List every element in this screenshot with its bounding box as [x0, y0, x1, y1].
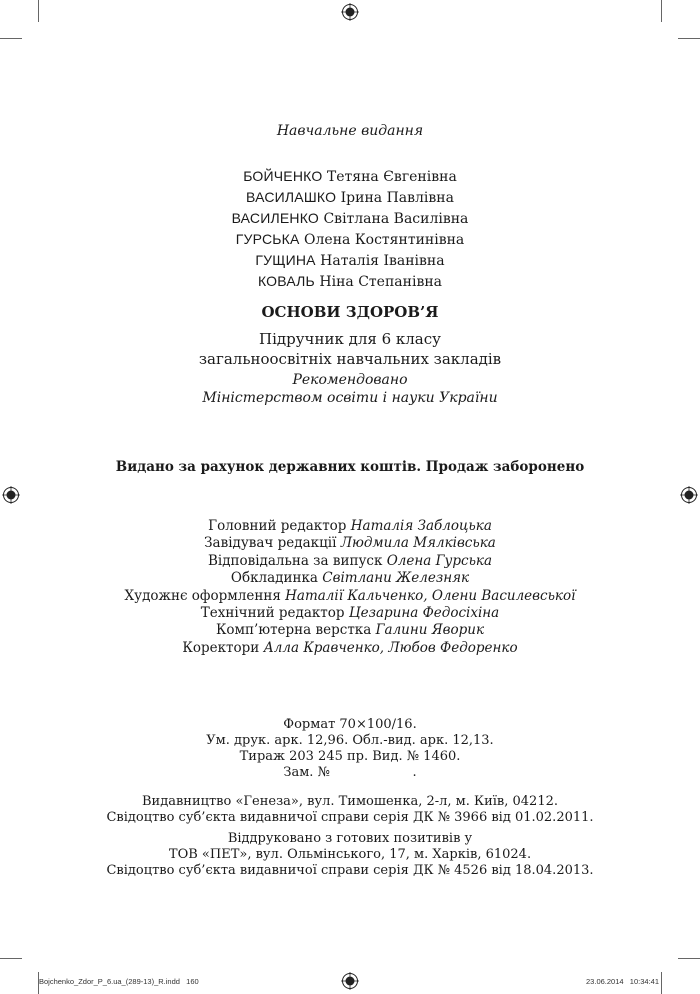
credit-name: Людмила Мялківська [340, 535, 496, 552]
book-title: ОСНОВИ ЗДОРОВ’Я [261, 303, 439, 321]
credit-name: Наталія Заблоцька [350, 518, 492, 534]
author-given-name: Ірина Павлівна [340, 190, 454, 206]
credit-name: Олена Гурська [386, 552, 493, 569]
credit-line [100, 640, 600, 657]
authors-list [130, 166, 570, 292]
author-surname: КОВАЛЬ [257, 273, 315, 289]
publisher-line: Свідоцтво суб’єкта видавничої справи серія ДК № 3966 від 01.02.2011. [106, 810, 594, 825]
credit-name: Алла Кравченко, Любов Федоренко [263, 639, 518, 656]
registration-mark-top-icon [341, 3, 359, 21]
credit-role: Головний редактор [208, 518, 347, 534]
author-surname: БОЙЧЕНКО [243, 168, 323, 184]
author-line [130, 208, 570, 229]
format-line: Тираж 203 245 пр. Вид. № 1460. [239, 749, 461, 764]
crop-mark-top-left [0, 38, 22, 39]
author-surname: ГУРСЬКА [235, 231, 300, 247]
credit-role: Технічний редактор [200, 605, 345, 622]
crop-mark-top-right [678, 38, 700, 39]
author-given-name: Світлана Василівна [323, 211, 469, 227]
format-line: Ум. друк. арк. 12,96. Обл.-вид. арк. 12,13. [206, 733, 494, 748]
registration-mark-right-icon [680, 486, 698, 504]
credit-name: Світлани Железняк [322, 570, 470, 587]
author-given-name: Наталія Іванівна [320, 253, 445, 269]
author-line [130, 250, 570, 271]
edition-label: Навчальне видання [276, 123, 424, 139]
recommendation-line: Рекомендовано [292, 372, 408, 388]
credit-role: Художнє оформлення [124, 587, 281, 604]
funding-notice: Видано за рахунок державних коштів. Продаж заборонено [115, 459, 585, 475]
author-surname: ВАСИЛЕНКО [231, 210, 320, 226]
credit-line [100, 553, 600, 570]
format-line: Зам. № . [283, 765, 417, 780]
format-details [150, 717, 550, 781]
subtitle-line: загальноосвітніх навчальних закладів [198, 350, 502, 368]
printer-info [80, 831, 620, 879]
registration-mark-bottom-icon [341, 972, 359, 990]
credit-role: Комп’ютерна верстка [215, 622, 372, 639]
credit-line [100, 535, 600, 552]
recommendation [130, 371, 570, 407]
author-surname: ВАСИЛАШКО [246, 189, 337, 205]
credit-line [100, 518, 600, 535]
author-given-name: Ніна Степанівна [319, 274, 443, 290]
author-line [130, 271, 570, 292]
crop-mark-bottom-left [0, 958, 22, 959]
author-line [130, 229, 570, 250]
footer-file-name: Bojchenko_Zdor_P_6.ua_(289-13)_R.indd 160 [39, 977, 199, 986]
credit-name: Цезарина Федосіхіна [348, 605, 500, 622]
credit-line [100, 605, 600, 622]
recommendation-line: Міністерством освіти і науки України [202, 390, 498, 406]
printer-line: Свідоцтво суб’єкта видавничої справи серія ДК № 4526 від 18.04.2013. [106, 863, 594, 878]
crop-mark-left-top [38, 0, 39, 22]
credits-list [100, 518, 600, 657]
credit-line [100, 588, 600, 605]
author-line [130, 166, 570, 187]
author-given-name: Тетяна Євгенівна [326, 169, 457, 185]
crop-mark-bottom-right [678, 958, 700, 959]
credit-name: Галини Яворик [375, 622, 485, 639]
registration-mark-left-icon [2, 486, 20, 504]
printer-line: ТОВ «ПЕТ», вул. Ольмінського, 17, м. Харків, 61024. [168, 847, 532, 862]
author-given-name: Олена Костянтинівна [304, 232, 465, 248]
author-surname: ГУЩИНА [255, 252, 316, 268]
footer-timestamp: 23.06.2014 10:34:41 [586, 977, 659, 986]
book-subtitle [130, 329, 570, 369]
credit-role: Обкладинка [230, 570, 318, 587]
subtitle-line: Підручник для 6 класу [259, 330, 441, 348]
crop-mark-right-bottom [661, 972, 662, 994]
credit-line [100, 570, 600, 587]
author-line [130, 187, 570, 208]
credit-name: Наталії Кальченко, Олени Василевської [285, 587, 576, 604]
publisher-line: Видавництво «Генеза», вул. Тимошенка, 2-л, м. Київ, 04212. [142, 794, 558, 809]
publisher-info [80, 794, 620, 826]
credit-role: Відповідальна за випуск [207, 552, 383, 569]
credit-role: Завідувач редакції [204, 535, 337, 552]
crop-mark-right-top [661, 0, 662, 22]
credit-role: Коректори [182, 639, 260, 656]
printer-line: Віддруковано з готових позитивів у [227, 831, 473, 846]
credit-line [100, 622, 600, 639]
format-line: Формат 70×100/16. [283, 717, 417, 732]
